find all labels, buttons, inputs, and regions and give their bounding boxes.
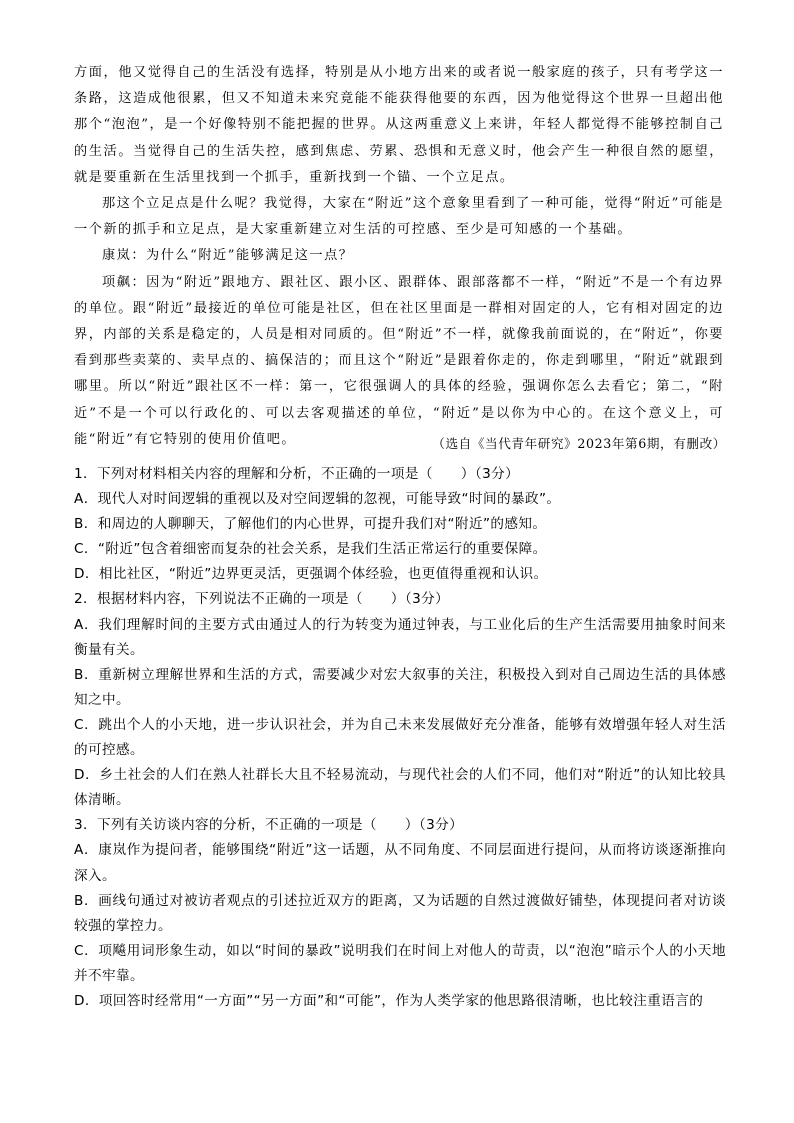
passage-paragraph-2: 那这个立足点是什么呢？我觉得，大家在“附近”这个意象里看到了一种可能，觉得“附近”可能是一个新的抓手和立足点，是大家重新建立对生活的可控感、至少是可知感的一个基础。 [74, 196, 724, 238]
question-2-option-a: A．我们理解时间的主要方式由通过人的行为转变为通过钟表，与工业化后的生产生活需要用抽象时间来衡量有关。 [74, 616, 726, 658]
question-3-stem: 3．下列有关访谈内容的分析，不正确的一项是（ ）（3分） [74, 817, 464, 834]
question-2-stem: 2．根据材料内容，下列说法不正确的一项是（ ）（3分） [74, 591, 450, 608]
passage-source: （选自《当代青年研究》2023年第6期，有删改） [432, 436, 726, 451]
question-3-option-c: C．项飚用词形象生动，如以“时间的暴政”说明我们在时间上对他人的苛责，以“泡泡”暗示个人的小天地并不牢靠。 [74, 942, 726, 984]
question-1-option-c: C．“附近”包含着细密而复杂的社会关系，是我们生活正常运行的重要保障。 [74, 541, 547, 558]
question-1-stem: 1．下列对材料相关内容的理解和分析，不正确的一项是（ ）（3分） [74, 466, 520, 482]
question-2-option-b: B．重新树立理解世界和生活的方式，需要减少对宏大叙事的关注，积极投入到对自己周边生活的具体感知之中。 [74, 666, 726, 708]
question-3-option-a: A．康岚作为提问者，能够围绕“附近”这一话题，从不同角度、不同层面进行提问，从而将访谈逐渐推向深入。 [74, 842, 726, 884]
question-2-option-d: D．乡土社会的人们在熟人社群长大且不轻易流动，与现代社会的人们不同，他们对“附近”的认知比较具体清晰。 [74, 767, 726, 809]
interviewee-answer: 项飙：因为“附近”跟地方、跟社区、跟小区、跟群体、跟部落都不一样，“附近”不是一个有边界的单位。跟“附近”最接近的单位可能是社区，但在社区里面是一群相对固定的人，它有相对固定的边界，内部的关系是稳定的，人员是相对同质的。但“附近”不一样，就像我前面说的，在“附近”，你要看到那些卖菜的、卖早点的、搞保洁的；而且这个“附近”是跟着你走的，你走到哪里，“附近”就跟到哪里。所以“附近”跟社区不一样：第一，它很强调人的具体的经验，强调你怎么去看它；第二，“附近”不是一个可以行政化的、可以去客观描述的单位，“附近”是以你为中心的。在这个意义上，可能“附近”有它特别的使用价值吧。 [74, 274, 724, 447]
question-3-option-d: D．项回答时经常用“一方面”“另一方面”和“可能”，作为人类学家的他思路很清晰，也比较注重语言的 [74, 992, 704, 1009]
question-3-option-b: B．画线句通过对被访者观点的引述拉近双方的距离，又为话题的自然过渡做好铺垫，体现提问者对访谈较强的掌控力。 [74, 892, 726, 934]
question-1-option-b: B．和周边的人聊聊天，了解他们的内心世界，可提升我们对“附近”的感知。 [74, 516, 547, 533]
question-2-option-c: C．跳出个人的小天地，进一步认识社会，并为自己未来发展做好充分准备，能够有效增强年轻人对生活的可控感。 [74, 716, 726, 759]
reading-passage [74, 60, 724, 453]
question-1-option-a: A．现代人对时间逻辑的重视以及对空间逻辑的忽视，可能导致“时间的暴政”。 [74, 491, 561, 508]
passage-paragraph-1: 方面，他又觉得自己的生活没有选择，特别是从小地方出来的或者说一般家庭的孩子，只有考学这一条路，这造成他很累，但又不知道未来究竟能不能获得他要的东西，因为他觉得这个世界一旦超出他那个“泡泡”，是一个好像特别不能把握的世界。从这两重意义上来讲，年轻人都觉得不能够控制自己的生活。当觉得自己的生活失控，感到焦虑、劳累、恐惧和无意义时，他会产生一种很自然的愿望，就是要重新在生活里找到一个抓手，重新找到一个锚、一个立足点。 [74, 65, 724, 185]
question-1-option-d: D．相比社区，“附近”边界更灵活，更强调个体经验，也更值得重视和认识。 [74, 566, 548, 583]
interviewer-question: 康岚：为什么“附近”能够满足这一点？ [102, 248, 354, 264]
question-list [74, 462, 726, 1014]
